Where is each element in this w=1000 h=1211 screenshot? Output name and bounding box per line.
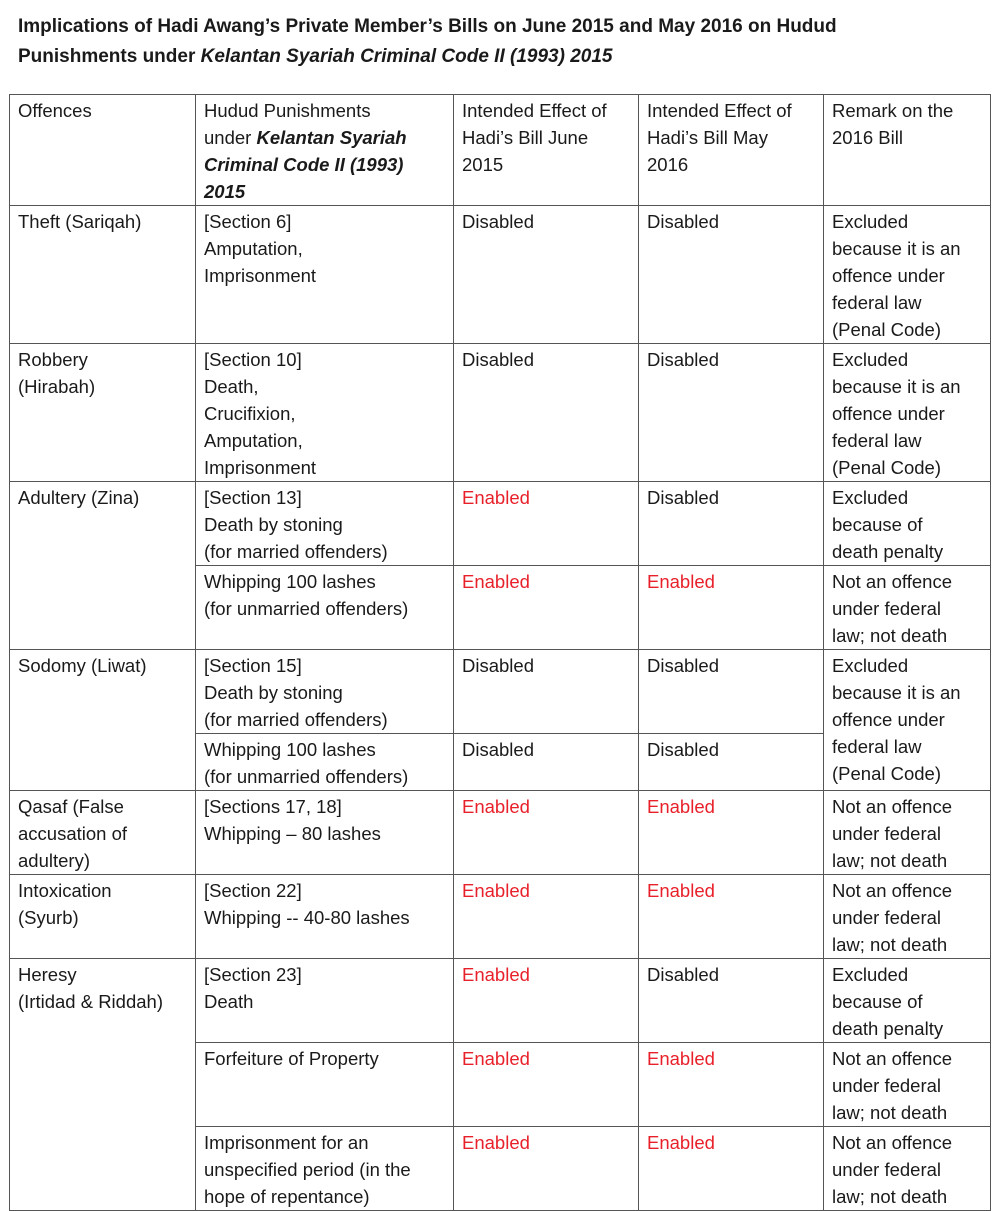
punishment-cell: Whipping 100 lashes (for unmarried offenders) <box>196 566 454 650</box>
punishment-cell: Whipping 100 lashes (for unmarried offenders) <box>196 734 454 791</box>
june-2015-status: Disabled <box>454 650 639 734</box>
title-line-1: Implications of Hadi Awang’s Private Member’s Bills on June 2015 and May 2016 on Hudud <box>18 16 837 37</box>
remark-cell: Not an offence under federal law; not death <box>824 566 991 650</box>
table-row <box>10 344 991 482</box>
remark-cell: Excluded because it is an offence under federal law (Penal Code) <box>824 344 991 482</box>
header-may-2016-effect: Intended Effect of Hadi’s Bill May 2016 <box>639 95 824 206</box>
table-row <box>10 791 991 875</box>
june-2015-status: Enabled <box>454 1043 639 1127</box>
remark-cell: Excluded because it is an offence under federal law (Penal Code) <box>824 206 991 344</box>
remark-cell: Not an offence under federal law; not death <box>824 875 991 959</box>
may-2016-status: Enabled <box>639 1043 824 1127</box>
offence-cell: Heresy (Irtidad & Riddah) <box>10 959 196 1211</box>
may-2016-status: Disabled <box>639 734 824 791</box>
june-2015-status: Enabled <box>454 566 639 650</box>
may-2016-status: Disabled <box>639 482 824 566</box>
punishment-cell: Forfeiture of Property <box>196 1043 454 1127</box>
remark-cell: Not an offence under federal law; not death <box>824 791 991 875</box>
may-2016-status: Disabled <box>639 650 824 734</box>
punishment-cell: [Section 15] Death by stoning (for married offenders) <box>196 650 454 734</box>
offence-cell: Adultery (Zina) <box>10 482 196 650</box>
table-row <box>10 875 991 959</box>
table-row <box>10 482 991 566</box>
header-remark-2016: Remark on the 2016 Bill <box>824 95 991 206</box>
june-2015-status: Enabled <box>454 875 639 959</box>
offence-cell: Intoxication (Syurb) <box>10 875 196 959</box>
remark-cell: Excluded because it is an offence under federal law (Penal Code) <box>824 650 991 791</box>
offence-cell: Theft (Sariqah) <box>10 206 196 344</box>
table-row <box>10 650 991 734</box>
punishment-cell: [Sections 17, 18] Whipping – 80 lashes <box>196 791 454 875</box>
may-2016-status: Disabled <box>639 206 824 344</box>
offence-cell: Sodomy (Liwat) <box>10 650 196 791</box>
june-2015-status: Enabled <box>454 791 639 875</box>
remark-cell: Excluded because of death penalty <box>824 959 991 1043</box>
may-2016-status: Disabled <box>639 344 824 482</box>
remark-cell: Not an offence under federal law; not death <box>824 1043 991 1127</box>
june-2015-status: Enabled <box>454 959 639 1043</box>
punishment-cell: [Section 13] Death by stoning (for married offenders) <box>196 482 454 566</box>
header-hudud-punishments: Hudud Punishments under Kelantan Syariah Criminal Code II (1993) 2015 <box>196 95 454 206</box>
remark-cell: Not an offence under federal law; not death <box>824 1127 991 1211</box>
punishment-cell: Imprisonment for an unspecified period (in the hope of repentance) <box>196 1127 454 1211</box>
punishment-cell: [Section 23] Death <box>196 959 454 1043</box>
table-row <box>10 959 991 1043</box>
offence-cell: Qasaf (False accusation of adultery) <box>10 791 196 875</box>
title-line-2 <box>18 42 978 72</box>
punishment-cell: [Section 10] Death, Crucifixion, Amputation, Imprisonment <box>196 344 454 482</box>
june-2015-status: Enabled <box>454 482 639 566</box>
offence-cell: Robbery (Hirabah) <box>10 344 196 482</box>
table-row <box>10 206 991 344</box>
june-2015-status: Disabled <box>454 344 639 482</box>
header-offences: Offences <box>10 95 196 206</box>
may-2016-status: Enabled <box>639 1127 824 1211</box>
punishment-cell: [Section 6] Amputation, Imprisonment <box>196 206 454 344</box>
title-line-2-italic: Kelantan Syariah Criminal Code II (1993) 2015 <box>200 46 613 67</box>
title-line-2-plain: Punishments under <box>18 46 201 67</box>
may-2016-status: Enabled <box>639 791 824 875</box>
june-2015-status: Enabled <box>454 1127 639 1211</box>
june-2015-status: Disabled <box>454 734 639 791</box>
may-2016-status: Enabled <box>639 875 824 959</box>
hudud-table <box>9 94 991 1211</box>
header-june-2015-effect: Intended Effect of Hadi’s Bill June 2015 <box>454 95 639 206</box>
june-2015-status: Disabled <box>454 206 639 344</box>
table-header-row <box>10 95 991 206</box>
remark-cell: Excluded because of death penalty <box>824 482 991 566</box>
document-title <box>18 12 978 72</box>
may-2016-status: Disabled <box>639 959 824 1043</box>
may-2016-status: Enabled <box>639 566 824 650</box>
punishment-cell: [Section 22] Whipping -- 40-80 lashes <box>196 875 454 959</box>
